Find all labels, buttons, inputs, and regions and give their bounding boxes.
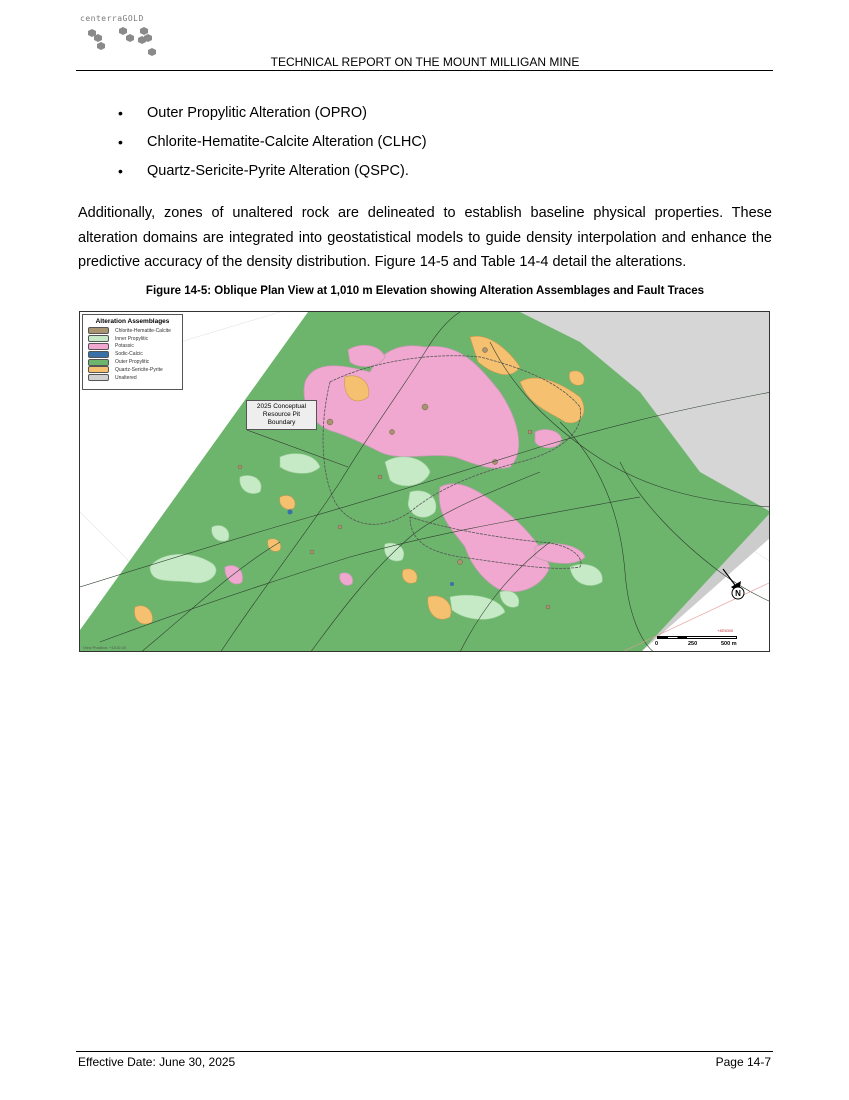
legend-item <box>83 335 182 343</box>
legend-label: Quartz-Sericite-Pyrite <box>115 366 163 373</box>
legend-swatch <box>88 359 109 366</box>
legend-title: Alteration Assemblages <box>95 318 170 325</box>
report-header-title: TECHNICAL REPORT ON THE MOUNT MILLIGAN MINE <box>270 55 580 69</box>
scale-bar-graphic <box>657 636 737 639</box>
legend-item <box>83 366 182 374</box>
legend-swatch <box>88 327 109 334</box>
legend-swatch <box>88 366 109 373</box>
figure-caption: Figure 14-5: Oblique Plan View at 1,010 m Elevation showing Alteration Assemblages and Fault Traces <box>145 285 705 297</box>
pit-boundary-callout: 2025 Conceptual Resource Pit Boundary <box>246 400 317 430</box>
alteration-map-figure <box>79 311 770 652</box>
bullet-item: • Quartz-Sericite-Pyrite Alteration (QSPC). <box>78 161 772 190</box>
header-divider <box>76 70 773 71</box>
legend-label: Chlorite-Hematite-Calcite <box>115 327 171 334</box>
grid-coordinate-label: +4E5000 <box>717 628 734 633</box>
legend-item <box>83 358 182 366</box>
legend-item <box>83 374 182 382</box>
legend-swatch <box>88 374 109 381</box>
legend-swatch <box>88 343 109 350</box>
legend-item <box>83 350 182 358</box>
north-arrow-icon <box>719 565 749 605</box>
scale-tick: 500 m <box>721 641 737 647</box>
legend-label: Sodic-Calcic <box>115 351 143 358</box>
scale-bar <box>655 634 745 650</box>
scale-tick: 0 <box>655 641 659 647</box>
legend-label: Outer Propylitic <box>115 359 150 366</box>
page-number: Page 14-7 <box>715 1055 771 1069</box>
alteration-bullet-list <box>78 103 772 190</box>
map-legend <box>82 314 183 390</box>
north-label: N <box>735 589 741 598</box>
legend-label: Unaltered <box>115 374 137 381</box>
legend-label: Potassic <box>115 343 134 350</box>
body-paragraph: Additionally, zones of unaltered rock are delineated to establish baseline physical properties. These alteration domains are integrated into geostatistical models to guide density interpolation and enhance the predictive accuracy of the density distribution. Figure 14-5 and Table 14-4 detail the alterations. <box>78 205 772 270</box>
effective-date: Effective Date: June 30, 2025 <box>78 1055 236 1069</box>
map-graphic <box>80 312 770 652</box>
footer-divider <box>76 1051 773 1052</box>
legend-item <box>83 327 182 335</box>
legend-label: Inner Propylitic <box>115 335 149 342</box>
legend-item <box>83 343 182 351</box>
logo-text: centerraGOLD <box>80 14 144 23</box>
bullet-item: • Chlorite-Hematite-Calcite Alteration (CLHC) <box>78 132 772 161</box>
bullet-item: • Outer Propylitic Alteration (OPRO) <box>78 103 772 132</box>
legend-swatch <box>88 335 109 342</box>
view-position-label: View Position: +1010.00 <box>83 645 126 650</box>
scale-tick: 250 <box>688 641 698 647</box>
legend-swatch <box>88 351 109 358</box>
